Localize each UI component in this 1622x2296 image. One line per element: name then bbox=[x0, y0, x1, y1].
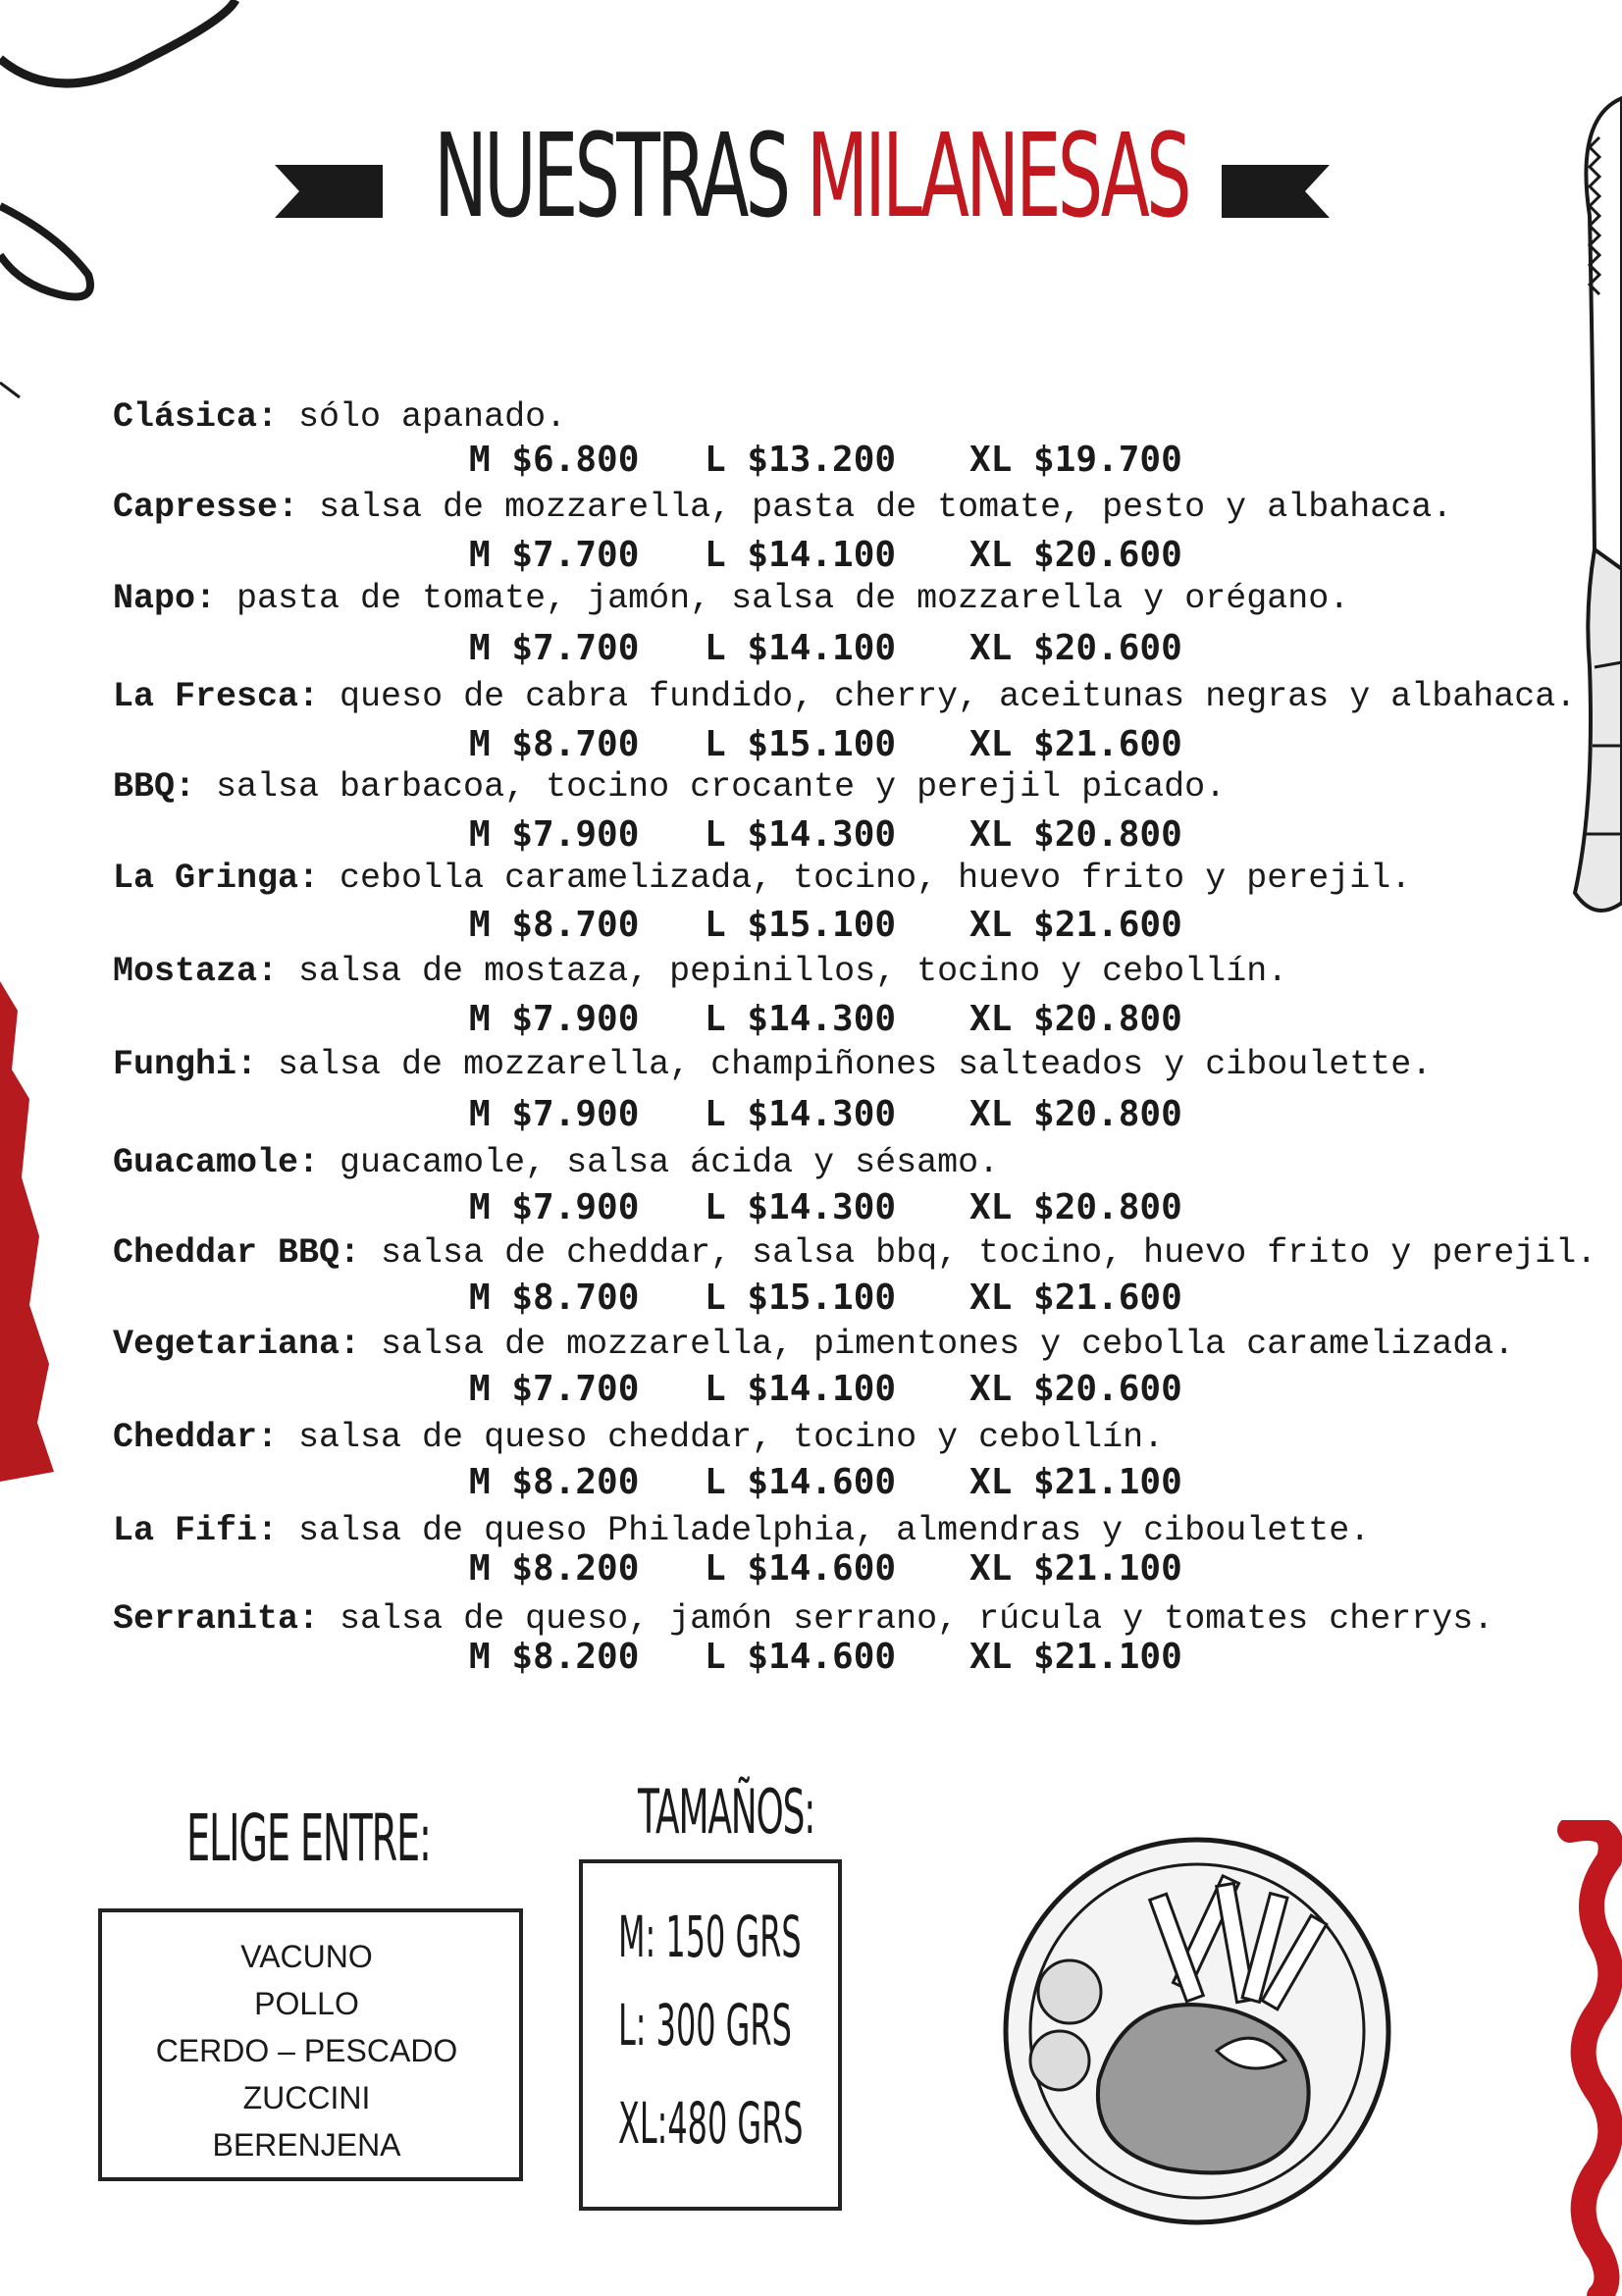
price-l: L $15.100 bbox=[705, 1278, 897, 1318]
item-name: BBQ: bbox=[113, 767, 196, 807]
price-l: L $14.600 bbox=[705, 1637, 897, 1677]
item-prices bbox=[469, 1094, 1182, 1134]
item-name: Funghi: bbox=[113, 1045, 258, 1084]
price-l: L $14.100 bbox=[705, 1369, 897, 1409]
item-prices bbox=[469, 1637, 1182, 1677]
size-item: XL:480 GRS bbox=[618, 2090, 804, 2157]
price-xl: XL $20.600 bbox=[969, 1369, 1182, 1409]
price-m: M $8.700 bbox=[469, 1278, 640, 1318]
item-prices bbox=[469, 724, 1182, 764]
price-m: M $7.700 bbox=[469, 535, 640, 575]
price-m: M $7.700 bbox=[469, 1369, 640, 1409]
title-part-1: NUESTRAS bbox=[434, 108, 788, 243]
price-l: L $14.100 bbox=[705, 535, 897, 575]
item-prices bbox=[469, 814, 1182, 855]
item-name: La Gringa: bbox=[113, 859, 320, 898]
item-description: salsa de queso Philadelphia, almendras y ciboulette. bbox=[278, 1511, 1371, 1550]
price-xl: XL $21.600 bbox=[969, 905, 1182, 945]
item-description: queso de cabra fundido, cherry, aceitunas negras y albahaca. bbox=[319, 677, 1577, 716]
price-l: L $14.300 bbox=[705, 1094, 897, 1134]
item-name: Mostaza: bbox=[113, 952, 279, 991]
item-prices bbox=[469, 999, 1182, 1039]
item-prices bbox=[469, 1278, 1182, 1318]
item-prices bbox=[469, 535, 1182, 575]
price-m: M $7.900 bbox=[469, 1094, 640, 1134]
item-description: salsa de mozzarella, pimentones y cebolla caramelizada. bbox=[360, 1325, 1515, 1364]
menu-item bbox=[113, 1143, 1585, 1182]
item-name: Napo: bbox=[113, 579, 217, 618]
top-left-doodle bbox=[0, 0, 275, 412]
item-prices bbox=[469, 905, 1182, 945]
price-xl: XL $20.600 bbox=[969, 628, 1182, 668]
item-prices bbox=[469, 628, 1182, 668]
item-description: salsa de mostaza, pepinillos, tocino y cebollín. bbox=[278, 952, 1288, 991]
price-xl: XL $21.600 bbox=[969, 1278, 1182, 1318]
item-prices bbox=[469, 1187, 1182, 1227]
price-l: L $15.100 bbox=[705, 905, 897, 945]
price-m: M $7.700 bbox=[469, 628, 640, 668]
item-name: Cheddar BBQ: bbox=[113, 1233, 361, 1273]
price-xl: XL $21.100 bbox=[969, 1462, 1182, 1502]
item-description: salsa de queso, jamón serrano, rúcula y tomates cherrys. bbox=[319, 1599, 1494, 1639]
price-m: M $7.900 bbox=[469, 814, 640, 855]
price-xl: XL $20.600 bbox=[969, 535, 1182, 575]
menu-item bbox=[113, 1511, 1585, 1550]
menu-item bbox=[113, 677, 1585, 716]
option-item: VACUNO bbox=[240, 1939, 373, 1974]
item-prices bbox=[469, 440, 1182, 480]
item-description: sólo apanado. bbox=[278, 397, 567, 437]
price-l: L $15.100 bbox=[705, 724, 897, 764]
item-name: Guacamole: bbox=[113, 1143, 320, 1182]
option-item: BERENJENA bbox=[212, 2127, 401, 2163]
size-item: M: 150 GRS bbox=[618, 1904, 802, 1970]
menu-item bbox=[113, 1599, 1585, 1639]
menu-item bbox=[113, 1325, 1585, 1364]
item-name: La Fresca: bbox=[113, 677, 320, 716]
item-description: guacamole, salsa ácida y sésamo. bbox=[319, 1143, 1000, 1182]
price-l: L $14.600 bbox=[705, 1462, 897, 1502]
price-l: L $13.200 bbox=[705, 440, 897, 480]
elige-title: ELIGE ENTRE: bbox=[186, 1800, 431, 1876]
price-xl: XL $20.800 bbox=[969, 814, 1182, 855]
red-brush-left bbox=[0, 981, 59, 1491]
price-l: L $14.300 bbox=[705, 1187, 897, 1227]
price-xl: XL $21.600 bbox=[969, 724, 1182, 764]
page-title bbox=[308, 108, 1314, 243]
menu-item bbox=[113, 488, 1585, 527]
option-item: POLLO bbox=[254, 1986, 359, 2021]
item-description: cebolla caramelizada, tocino, huevo frito y perejil. bbox=[319, 859, 1412, 898]
tamanos-title: TAMAÑOS: bbox=[638, 1776, 815, 1848]
size-item: L: 300 GRS bbox=[618, 1992, 792, 2059]
price-l: L $14.100 bbox=[705, 628, 897, 668]
menu-item bbox=[113, 859, 1585, 898]
item-name: Clásica: bbox=[113, 397, 279, 437]
menu-item bbox=[113, 1045, 1585, 1084]
item-prices bbox=[469, 1548, 1182, 1589]
price-xl: XL $21.100 bbox=[969, 1637, 1182, 1677]
item-name: Cheddar: bbox=[113, 1418, 279, 1457]
plate-illustration bbox=[991, 1825, 1403, 2237]
price-l: L $14.600 bbox=[705, 1548, 897, 1589]
item-description: salsa de queso cheddar, tocino y cebollín. bbox=[278, 1418, 1165, 1457]
item-prices bbox=[469, 1369, 1182, 1409]
price-m: M $8.200 bbox=[469, 1548, 640, 1589]
item-description: salsa de mozzarella, champiñones salteados y ciboulette. bbox=[257, 1045, 1433, 1084]
option-item: CERDO – PESCADO bbox=[155, 2033, 458, 2068]
item-name: Capresse: bbox=[113, 488, 299, 527]
option-item: ZUCCINI bbox=[242, 2080, 371, 2115]
price-xl: XL $20.800 bbox=[969, 1187, 1182, 1227]
item-prices bbox=[469, 1462, 1182, 1502]
item-name: Vegetariana: bbox=[113, 1325, 361, 1364]
price-l: L $14.300 bbox=[705, 999, 897, 1039]
item-description: salsa barbacoa, tocino crocante y perejil picado. bbox=[195, 767, 1227, 807]
elige-options bbox=[98, 1933, 515, 2168]
price-m: M $6.800 bbox=[469, 440, 640, 480]
menu-item bbox=[113, 1233, 1597, 1273]
menu-item bbox=[113, 579, 1585, 618]
item-name: La Fifi: bbox=[113, 1511, 279, 1550]
price-l: L $14.300 bbox=[705, 814, 897, 855]
price-xl: XL $19.700 bbox=[969, 440, 1182, 480]
item-name: Serranita: bbox=[113, 1599, 320, 1639]
red-squiggle-right bbox=[1541, 1820, 1622, 2296]
item-description: pasta de tomate, jamón, salsa de mozzarella y orégano. bbox=[216, 579, 1350, 618]
price-xl: XL $20.800 bbox=[969, 1094, 1182, 1134]
title-part-2: MILANESAS bbox=[806, 108, 1188, 243]
price-m: M $8.200 bbox=[469, 1637, 640, 1677]
price-m: M $8.700 bbox=[469, 724, 640, 764]
price-xl: XL $20.800 bbox=[969, 999, 1182, 1039]
price-m: M $7.900 bbox=[469, 1187, 640, 1227]
price-m: M $8.200 bbox=[469, 1462, 640, 1502]
item-description: salsa de cheddar, salsa bbq, tocino, huevo frito y perejil. bbox=[360, 1233, 1597, 1273]
menu-item bbox=[113, 1418, 1585, 1457]
price-m: M $8.700 bbox=[469, 905, 640, 945]
price-m: M $7.900 bbox=[469, 999, 640, 1039]
item-description: salsa de mozzarella, pasta de tomate, pesto y albahaca. bbox=[298, 488, 1453, 527]
price-xl: XL $21.100 bbox=[969, 1548, 1182, 1589]
menu-item bbox=[113, 952, 1585, 991]
menu-item bbox=[113, 767, 1585, 807]
menu-item bbox=[113, 397, 1585, 437]
